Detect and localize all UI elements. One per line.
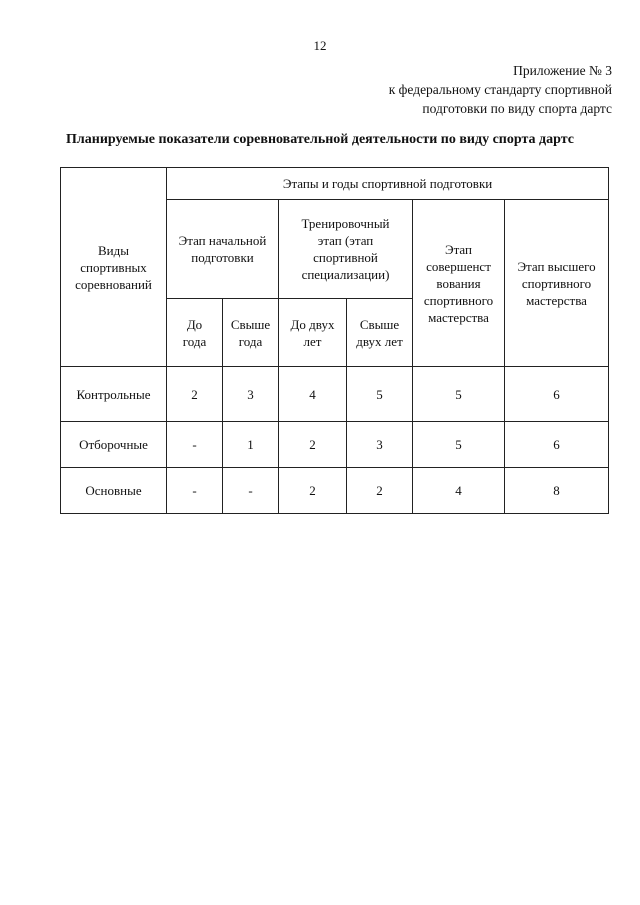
table-cell: 2 xyxy=(279,422,347,468)
table-cell: 4 xyxy=(413,468,505,514)
table-row xyxy=(61,468,609,514)
appendix-number: Приложение № 3 xyxy=(513,63,612,78)
subheader-up-to-year xyxy=(167,299,223,367)
row-label: Основные xyxy=(61,468,167,514)
subheader-up-to-two-years-label: До двух лет xyxy=(290,316,335,349)
appendix-standard-line: к федеральному стандарту спортивной xyxy=(388,82,612,97)
table-cell: 1 xyxy=(223,422,279,468)
table-cell: - xyxy=(223,468,279,514)
page-number: 12 xyxy=(313,38,327,53)
header-competition-types xyxy=(61,168,167,367)
table-cell: 2 xyxy=(167,367,223,422)
row-label: Отборочные xyxy=(61,422,167,468)
table-cell: 5 xyxy=(413,422,505,468)
table-cell: 2 xyxy=(347,468,413,514)
header-stage-improvement xyxy=(413,200,505,367)
table-cell: 3 xyxy=(223,367,279,422)
subheader-over-year xyxy=(223,299,279,367)
header-stage-initial-label: Этап начальной подготовки xyxy=(178,233,267,265)
table-cell: 2 xyxy=(279,468,347,514)
table-cell: 5 xyxy=(347,367,413,422)
subheader-up-to-two-years xyxy=(279,299,347,367)
header-stage-highest-label: Этап высшего спортивного мастерства xyxy=(517,258,596,308)
table-row xyxy=(61,422,609,468)
table-cell: - xyxy=(167,468,223,514)
subheader-over-two-years xyxy=(347,299,413,367)
subheader-over-year-label: Свыше года xyxy=(230,316,271,349)
header-stage-improvement-label: Этап совершенст вования спортивного мастерства xyxy=(423,241,494,325)
document-title: Планируемые показатели соревновательной деятельности по виду спорта дартс xyxy=(66,132,574,147)
table-cell: 8 xyxy=(505,468,609,514)
table-cell: 6 xyxy=(505,422,609,468)
table-cell: 6 xyxy=(505,367,609,422)
header-stage-training xyxy=(279,200,413,299)
table-cell: 3 xyxy=(347,422,413,468)
competition-indicators-table xyxy=(60,167,609,514)
table-cell: 4 xyxy=(279,367,347,422)
table-row xyxy=(61,367,609,422)
appendix-sport-line: подготовки по виду спорта дартс xyxy=(422,101,612,116)
subheader-up-to-year-label: До года xyxy=(182,316,207,349)
header-competition-types-label: Виды спортивных соревнований xyxy=(75,242,152,292)
header-stage-initial xyxy=(167,200,279,299)
header-stages xyxy=(167,168,609,200)
row-label: Контрольные xyxy=(61,367,167,422)
header-stage-training-label: Тренировочный этап (этап спортивной специализации) xyxy=(301,216,390,282)
subheader-over-two-years-label: Свыше двух лет xyxy=(356,316,403,349)
header-stage-highest xyxy=(505,200,609,367)
table-cell: 5 xyxy=(413,367,505,422)
header-stages-label: Этапы и годы спортивной подготовки xyxy=(282,176,493,191)
table-cell: - xyxy=(167,422,223,468)
